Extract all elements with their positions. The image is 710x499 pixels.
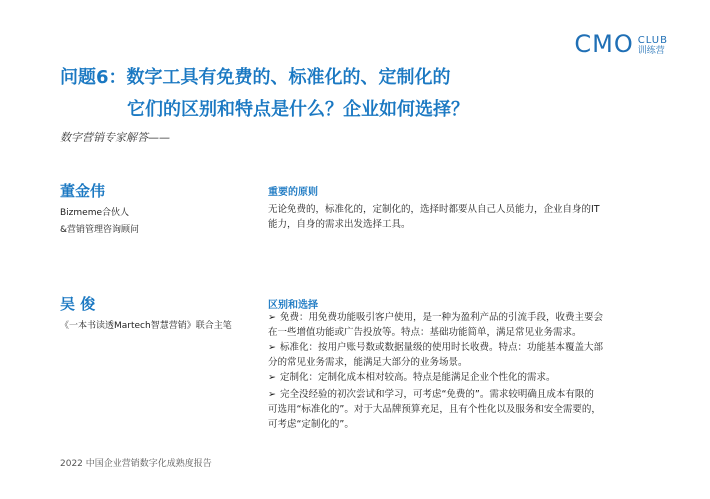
bullet-arrow-icon: ➢ [268, 342, 276, 353]
bullet-standard-line2: 分的常见业务需求，能满足大部分的业务场景。 [268, 357, 468, 368]
bullet-free-line1: 免费：用免费功能吸引客户使用，是一种为盈利产品的引流手段，收费主要会 [280, 312, 604, 323]
bullet-free-line2: 在一些增值功能或广告投放等。特点：基础功能简单，满足常见业务需求。 [268, 327, 582, 338]
expert1-text-line1: 无论免费的，标准化的，定制化的，选择时都要从自己人员能力，企业自身的IT [268, 204, 600, 215]
bullet-choice-line1: 完全没经验的初次尝试和学习，可考虑“免费的”。需求较明确且成本有限的 [280, 389, 594, 400]
logo-main-text: CMO [574, 30, 634, 58]
expert1-role-line2: &营销管理咨询顾问 [60, 225, 140, 235]
expert1-role-line1: Bizmeme合伙人 [60, 208, 130, 218]
question-title-line1: 问题6：数字工具有免费的、标准化的、定制化的 [60, 67, 451, 88]
logo-side [638, 36, 668, 56]
bullet-choice [268, 387, 638, 432]
bullet-free [268, 310, 638, 340]
bullet-standard-line1: 标准化：按用户账号数或数据量级的使用时长收费。特点：功能基本覆盖大部 [280, 342, 604, 353]
expert1-heading: 重要的原则 [268, 187, 318, 198]
expert2-heading: 区别和选择 [268, 300, 318, 311]
expert2-name: 吴 俊 [60, 295, 96, 313]
bullet-arrow-icon: ➢ [268, 389, 276, 400]
report-footer: 2022 中国企业营销数字化成熟度报告 [60, 459, 212, 469]
bullet-arrow-icon: ➢ [268, 312, 276, 323]
expert-section-subtitle: 数字营销专家解答—— [60, 131, 170, 144]
bullet-custom [268, 370, 638, 385]
bullet-choice-line3: 可考虑“定制化的”。 [268, 419, 354, 430]
question-title-line2: 它们的区别和特点是什么？企业如何选择？ [127, 99, 469, 120]
bullet-arrow-icon: ➢ [268, 372, 276, 383]
logo-sub-text: 训练营 [637, 46, 665, 56]
bullet-custom-line1: 定制化：定制化成本相对较高。特点是能满足企业个性化的需求。 [280, 372, 556, 383]
expert2-role: 《一本书读透Martech智慧营销》联合主笔 [60, 321, 232, 331]
bullet-choice-line2: 可选用“标准化的”。对于大品牌预算充足，且有个性化以及服务和安全需要的， [268, 404, 601, 415]
logo-club-text: CLUB [637, 35, 668, 46]
expert1-text-line2: 能力，自身的需求出发选择工具。 [268, 219, 411, 230]
cmo-club-logo [574, 30, 668, 56]
bullet-standard [268, 340, 638, 370]
expert1-text [268, 202, 638, 232]
expert1-name: 董金伟 [60, 182, 106, 200]
